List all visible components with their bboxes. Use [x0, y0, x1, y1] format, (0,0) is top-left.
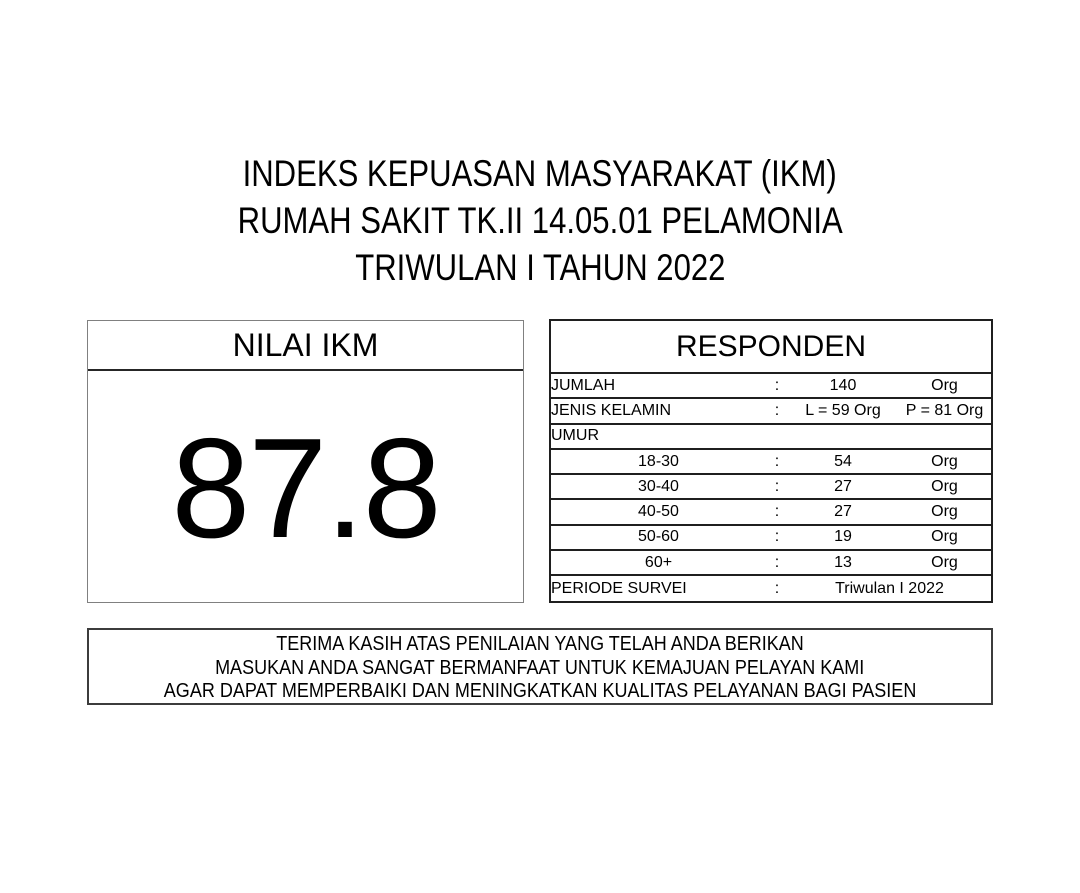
footer-line-3	[89, 680, 991, 704]
row-colon: :	[766, 449, 788, 474]
row-unit: Org	[898, 499, 991, 524]
ikm-score-value: 87.8	[171, 408, 440, 568]
title-line-3-text: TRIWULAN I TAHUN 2022	[354, 247, 726, 288]
document-title	[0, 150, 1080, 291]
responden-header: RESPONDEN	[675, 329, 867, 363]
row-value: 27	[788, 499, 898, 524]
row-colon: :	[766, 474, 788, 499]
row-unit: Org	[898, 373, 991, 398]
row-label: JUMLAH	[551, 373, 766, 398]
row-unit: Org	[898, 449, 991, 474]
table-row-jenis-kelamin	[551, 398, 991, 423]
responden-panel	[549, 319, 993, 603]
table-row-age-50-60	[551, 525, 991, 550]
table-row-periode-survei	[551, 575, 991, 600]
table-row-age-40-50	[551, 499, 991, 524]
title-line-1-text: INDEKS KEPUASAN MASYARAKAT (IKM)	[242, 153, 838, 194]
table-row-umur	[551, 424, 991, 449]
row-label: UMUR	[551, 424, 991, 449]
row-label: JENIS KELAMIN	[551, 398, 766, 423]
table-row-age-18-30	[551, 449, 991, 474]
row-colon: :	[766, 373, 788, 398]
row-colon: :	[766, 575, 788, 600]
row-value: Triwulan I 2022	[788, 575, 991, 600]
row-unit: Org	[898, 474, 991, 499]
row-label: 60+	[551, 550, 766, 575]
footer-panel	[87, 628, 993, 705]
row-label: 18-30	[551, 449, 766, 474]
table-row-jumlah	[551, 373, 991, 398]
row-colon: :	[766, 398, 788, 423]
title-line-2-text: RUMAH SAKIT TK.II 14.05.01 PELAMONIA	[237, 200, 843, 241]
row-colon: :	[766, 525, 788, 550]
row-label: 30-40	[551, 474, 766, 499]
row-unit: Org	[898, 525, 991, 550]
title-line-2	[0, 197, 1080, 244]
footer-line-1-text: TERIMA KASIH ATAS PENILAIAN YANG TELAH ANDA BERIKAN	[276, 633, 804, 655]
row-label: 40-50	[551, 499, 766, 524]
row-value: 19	[788, 525, 898, 550]
title-line-3	[0, 244, 1080, 291]
row-value: 13	[788, 550, 898, 575]
row-label: PERIODE SURVEI	[551, 575, 766, 600]
table-row-age-60-plus	[551, 550, 991, 575]
footer-line-3-text: AGAR DAPAT MEMPERBAIKI DAN MENINGKATKAN KUALITAS PELAYANAN BAGI PASIEN	[163, 680, 917, 702]
row-colon: :	[766, 499, 788, 524]
row-value: 140	[788, 373, 898, 398]
footer-line-2-text: MASUKAN ANDA SANGAT BERMANFAAT UNTUK KEMAJUAN PELAYAN KAMI	[215, 656, 865, 679]
responden-table	[551, 372, 991, 601]
row-colon: :	[766, 550, 788, 575]
footer-line-2	[89, 657, 991, 681]
title-line-1	[0, 150, 1080, 197]
row-value: 54	[788, 449, 898, 474]
row-label: 50-60	[551, 525, 766, 550]
row-unit: Org	[898, 550, 991, 575]
row-unit: P = 81 Org	[898, 398, 991, 423]
nilai-ikm-panel	[87, 320, 524, 603]
nilai-ikm-header: NILAI IKM	[88, 321, 523, 371]
row-value: L = 59 Org	[788, 398, 898, 423]
row-value: 27	[788, 474, 898, 499]
footer-line-1	[89, 633, 991, 657]
table-row-age-30-40	[551, 474, 991, 499]
